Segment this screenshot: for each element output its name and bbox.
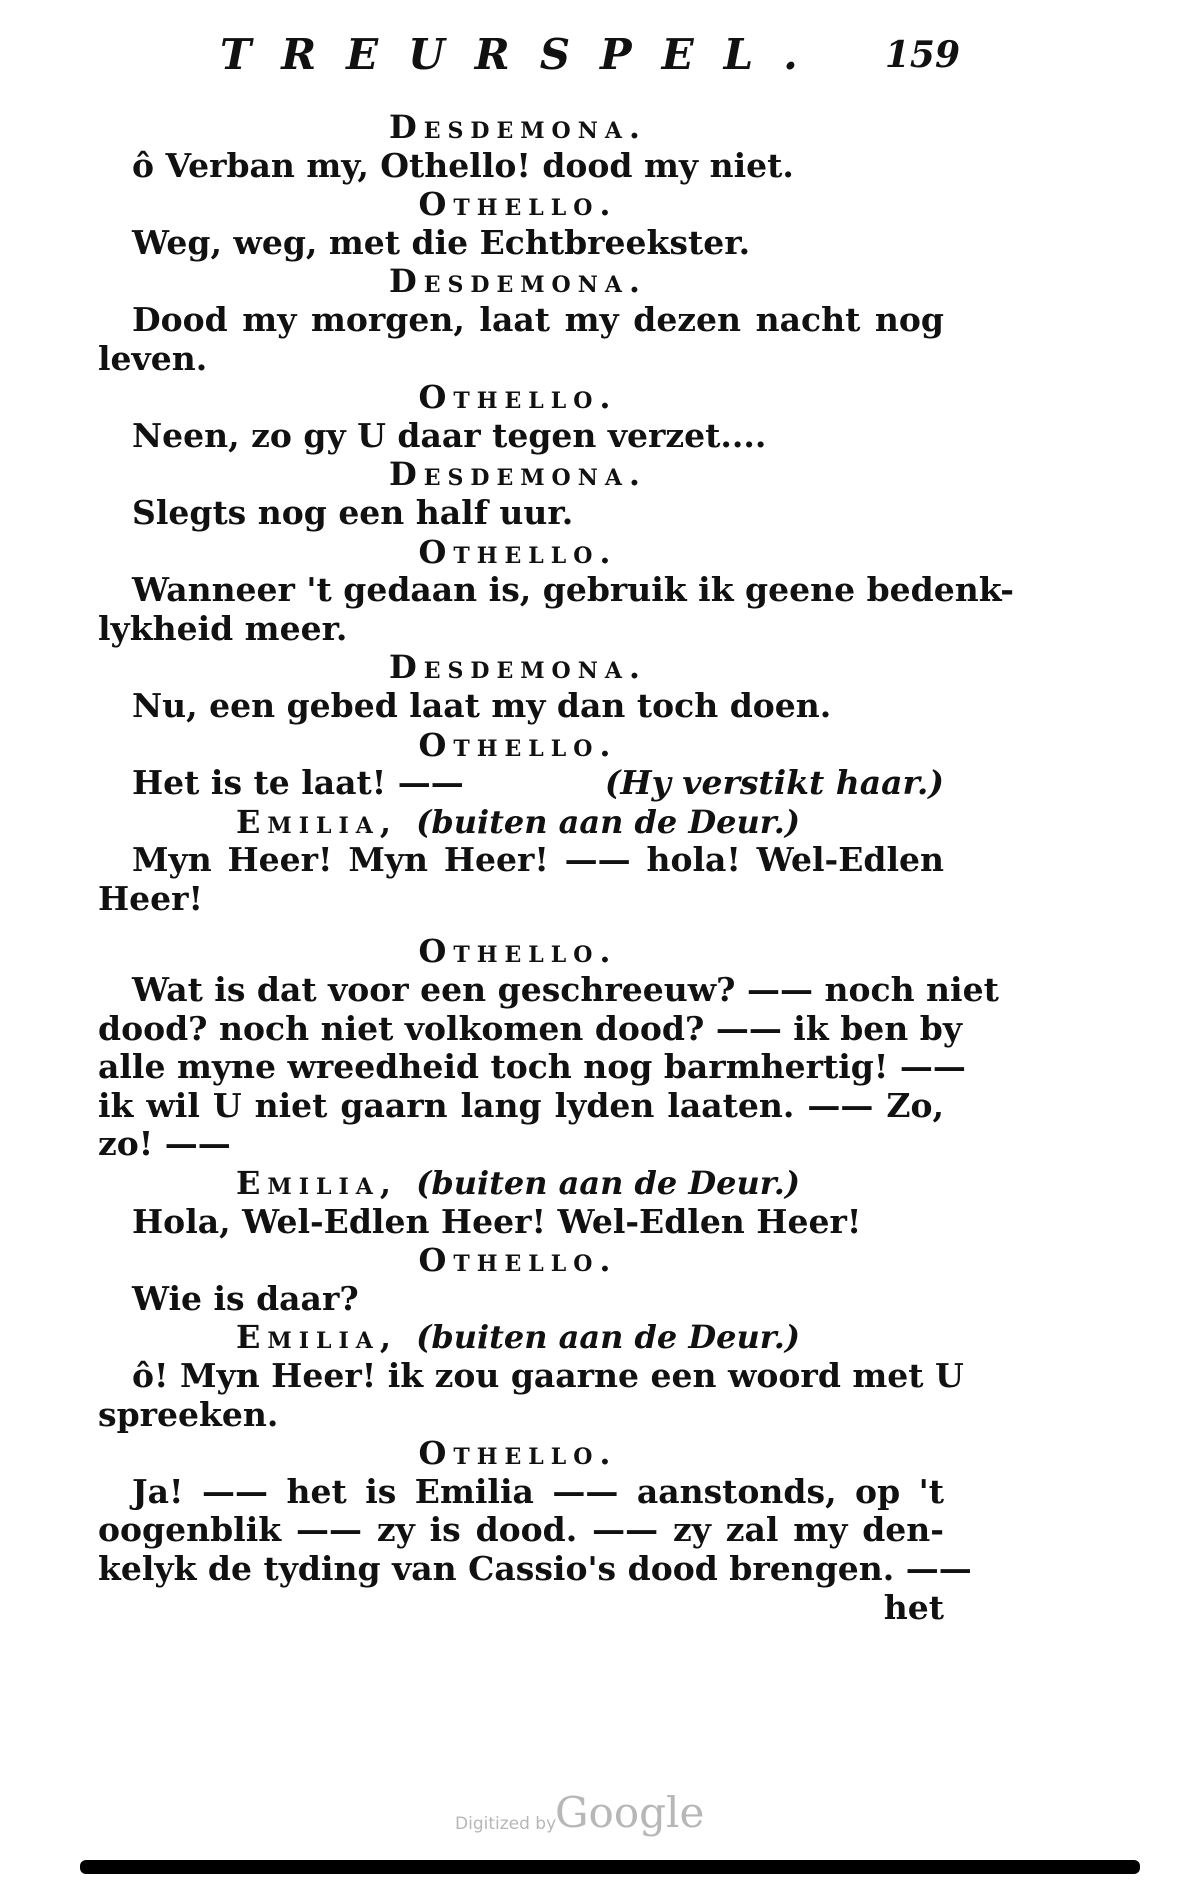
speech-continuation: dood? noch niet volkomen dood? —— ik ben by bbox=[98, 1008, 962, 1048]
speaker-heading bbox=[92, 262, 944, 301]
stage-direction: (Hy verstikt haar.) bbox=[604, 763, 944, 803]
speaker-heading bbox=[92, 1164, 944, 1203]
watermark-prefix: Digitized by bbox=[455, 1814, 557, 1834]
speaker-name: Emilia, bbox=[236, 1318, 399, 1357]
speech-continuation: kelyk de tyding van Cassio's dood brengen. —— bbox=[98, 1548, 972, 1588]
speech-continuation: leven. bbox=[98, 338, 208, 378]
speaker-name: Othello. bbox=[418, 532, 618, 571]
catchword: het bbox=[883, 1587, 944, 1627]
speaker-name: Desdemona. bbox=[388, 455, 648, 494]
speaker-heading bbox=[92, 726, 944, 765]
page-number: 159 bbox=[884, 34, 960, 76]
speaker-heading bbox=[92, 803, 944, 842]
speaker-name: Othello. bbox=[418, 185, 618, 224]
digitized-watermark bbox=[455, 1788, 755, 1848]
speech-line: Nu, een gebed laat my dan toch doen. bbox=[132, 685, 832, 725]
speaker-heading bbox=[92, 378, 944, 417]
speech-line: ô! Myn Heer! ik zou gaarne een woord met U bbox=[132, 1356, 964, 1395]
speech-line: Weg, weg, met die Echtbreekster. bbox=[132, 222, 751, 262]
speech-continuation: alle myne wreedheid toch nog barmhertig! —— bbox=[98, 1047, 966, 1087]
speech-line: Slegts nog een half uur. bbox=[132, 492, 574, 532]
page-header bbox=[220, 30, 960, 90]
speech-continuation: lykheid meer. bbox=[98, 608, 348, 648]
speech-line bbox=[92, 764, 944, 803]
speech-line: Dood my morgen, laat my dezen nacht nog bbox=[132, 299, 944, 339]
running-title: TREURSPEL. bbox=[220, 30, 828, 79]
speech-line: Wanneer 't gedaan is, gebruik ik geene bedenk- bbox=[132, 570, 1014, 610]
speaker-name: Desdemona. bbox=[388, 262, 648, 301]
speaker-heading bbox=[92, 1434, 944, 1473]
speech-line: Wie is daar? bbox=[132, 1278, 359, 1318]
stage-direction: (buiten aan de Deur.) bbox=[416, 802, 800, 841]
speaker-name: Desdemona. bbox=[388, 648, 648, 687]
speaker-name: Othello. bbox=[418, 725, 618, 764]
speech-continuation: Heer! bbox=[98, 878, 204, 918]
speech-continuation: spreeken. bbox=[98, 1394, 279, 1434]
speaker-name: Emilia, bbox=[236, 802, 399, 841]
speaker-heading bbox=[92, 455, 944, 494]
speaker-heading bbox=[92, 1318, 944, 1357]
speaker-name: Othello. bbox=[418, 1241, 618, 1280]
spacing bbox=[92, 918, 944, 932]
google-logo: Google bbox=[555, 1788, 705, 1837]
speech-line: Ja! —— het is Emilia —— aanstonds, op 't bbox=[132, 1471, 944, 1511]
speaker-name: Othello. bbox=[418, 932, 618, 971]
speech-continuation: ik wil U niet gaarn lang lyden laaten. —— Zo, bbox=[98, 1085, 944, 1125]
stage-direction: (buiten aan de Deur.) bbox=[416, 1164, 800, 1203]
speech-continuation: oogenblik —— zy is dood. —— zy zal my den- bbox=[98, 1510, 944, 1550]
speech-line: Wat is dat voor een geschreeuw? —— noch niet bbox=[132, 970, 999, 1010]
speaker-name: Emilia, bbox=[236, 1164, 399, 1203]
speaker-heading bbox=[92, 1241, 944, 1280]
play-text bbox=[92, 108, 1014, 1627]
scan-edge-bar bbox=[80, 1860, 1140, 1874]
speaker-name: Desdemona. bbox=[388, 108, 648, 146]
speech-continuation: zo! —— bbox=[98, 1124, 231, 1164]
speaker-name: Othello. bbox=[418, 378, 618, 417]
speech-line: Neen, zo gy U daar tegen verzet.... bbox=[132, 415, 767, 455]
speaker-heading bbox=[92, 108, 944, 147]
speaker-name: Othello. bbox=[418, 1434, 618, 1473]
speaker-heading bbox=[92, 648, 944, 687]
speech-text: Het is te laat! —— bbox=[132, 763, 464, 803]
speaker-heading bbox=[92, 932, 944, 971]
stage-direction: (buiten aan de Deur.) bbox=[416, 1318, 800, 1357]
speaker-heading bbox=[92, 185, 944, 224]
speech-line: ô Verban my, Othello! dood my niet. bbox=[132, 145, 794, 185]
speech-line: Hola, Wel-Edlen Heer! Wel-Edlen Heer! bbox=[132, 1201, 862, 1241]
speaker-heading bbox=[92, 533, 944, 572]
speech-line: Myn Heer! Myn Heer! —— hola! Wel-Edlen bbox=[132, 840, 944, 880]
